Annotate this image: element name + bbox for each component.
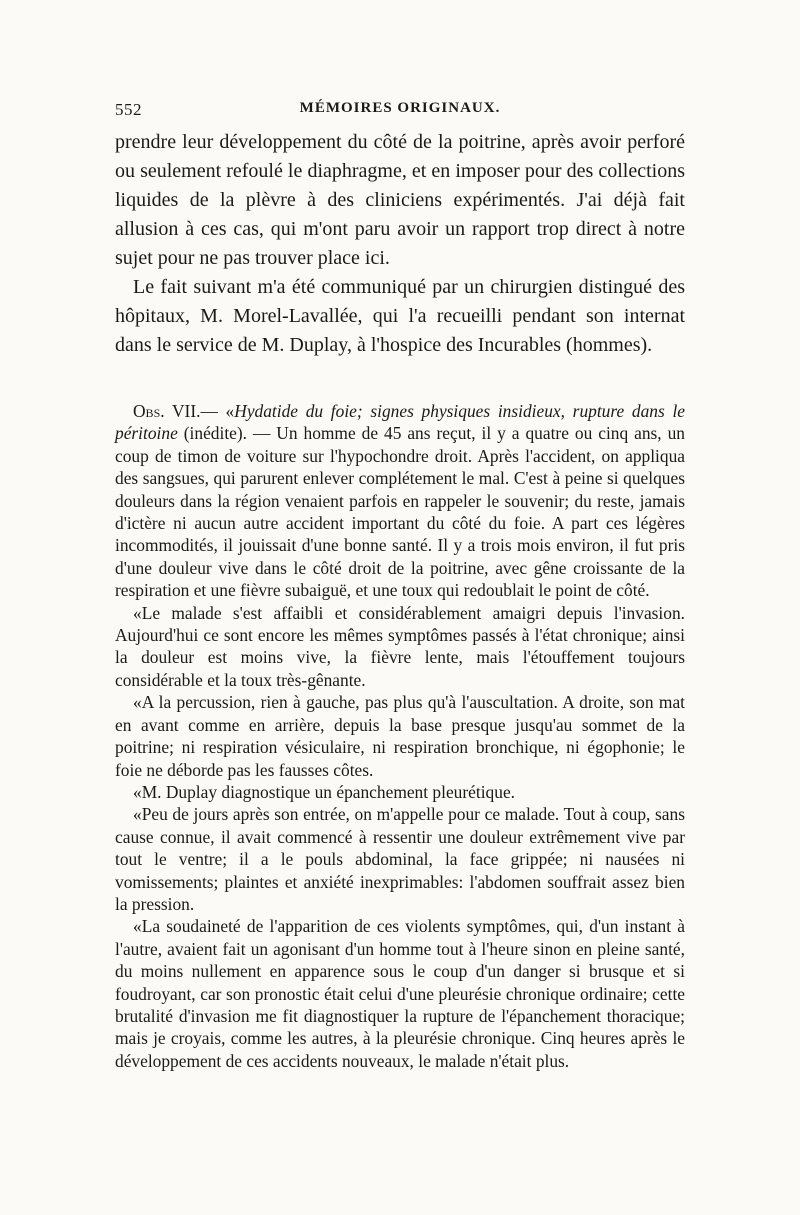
observation-paragraph-6: «La soudaineté de l'apparition de ces violents symptômes, qui, d'un instant à l'autre, avaient fait un agonisant d'un homme tout à l'heure sinon en pleine santé, du moins nullement en apparence sous le coup d'un danger si brusque et si foudroyant, car son pronostic était celui d'une pleurésie chronique ordinaire; cette brutalité d'invasion me fit diagnostiquer la rupture de l'épanchement thoracique; mais je croyais, comme les autres, à la pleurésie chronique. Cinq heures après le développement de ces accidents nouveaux, le malade n'était plus. [115, 916, 685, 1071]
observation-label: Obs. VII. [133, 401, 201, 421]
observation-title-open: — « [200, 401, 235, 421]
intro-paragraph-2: Le fait suivant m'a été communiqué par un chirurgien distingué des hôpitaux, M. Morel-Lavallée, qui l'a recueilli pendant son internat dans le service de M. Duplay, à l'hospice des Incurables (hommes). [115, 276, 685, 356]
observation-paragraph-2: «Le malade s'est affaibli et considérablement amaigri depuis l'invasion. Aujourd'hui ce sont encore les mêmes symptômes passés à l'état chronique; ainsi la douleur est moins vive, la fièvre lente, mais l'étouffement toujours considérable et la toux très-gênante. [115, 602, 685, 690]
observation-paragraph-5: «Peu de jours après son entrée, on m'appelle pour ce malade. Tout à coup, sans cause connue, il avait commencé à ressentir une douleur extrêmement vive par tout le ventre; il a le pouls abdominal, la face grippée; ni nausées ni vomissements; plaintes et anxiété inexprimables: l'abdomen souffrait assez bien la pression. [115, 804, 685, 914]
observation-paragraph-4: «M. Duplay diagnostique un épanchement pleurétique. [133, 781, 516, 802]
observation-paragraph-1 [115, 400, 685, 602]
page-number: 552 [115, 100, 142, 119]
page-header [115, 100, 685, 124]
observation-title: Hydatide du foie; signes physiques insidieux, rupture dans le péritoine [115, 401, 686, 444]
running-title: MÉMOIRES ORIGINAUX. [299, 100, 501, 116]
observation-vii [115, 400, 685, 1072]
observation-paragraph-3: «A la percussion, rien à gauche, pas plus qu'à l'auscultation. A droite, son mat en avant comme en arrière, depuis la base presque jusqu'au sommet de la poitrine; ni respiration vésiculaire, ni respiration bronchique, ni égophonie; le foie ne déborde pas les fausses côtes. [115, 692, 685, 780]
observation-paragraph-1-text: (inédite). — Un homme de 45 ans reçut, il y a quatre ou cinq ans, un coup de timon de voiture sur l'hypochondre droit. Après l'accident, on appliqua des sangsues, qui parurent enlever complétement le mal. C'est à peine si quelques douleurs dans la région venaient parfois en rappeler le souvenir; du reste, jamais d'ictère ni aucun autre accident important du côté du foie. A part ces légères incommodités, il jouissait d'une bonne santé. Il y a trois mois environ, il fut pris d'une douleur vive dans le côté droit de la poitrine, avec gêne croissante de la respiration et une fièvre subaiguë, et une toux qui redoublait le point de côté. [115, 423, 685, 601]
intro-text [115, 128, 685, 360]
intro-paragraph-1: prendre leur développement du côté de la poitrine, après avoir perforé ou seulement refoulé le diaphragme, et en imposer pour des collections liquides de la plèvre à des cliniciens expérimentés. J'ai déjà fait allusion à ces cas, qui m'ont paru avoir un rapport trop direct à notre sujet pour ne pas trouver place ici. [115, 131, 685, 269]
